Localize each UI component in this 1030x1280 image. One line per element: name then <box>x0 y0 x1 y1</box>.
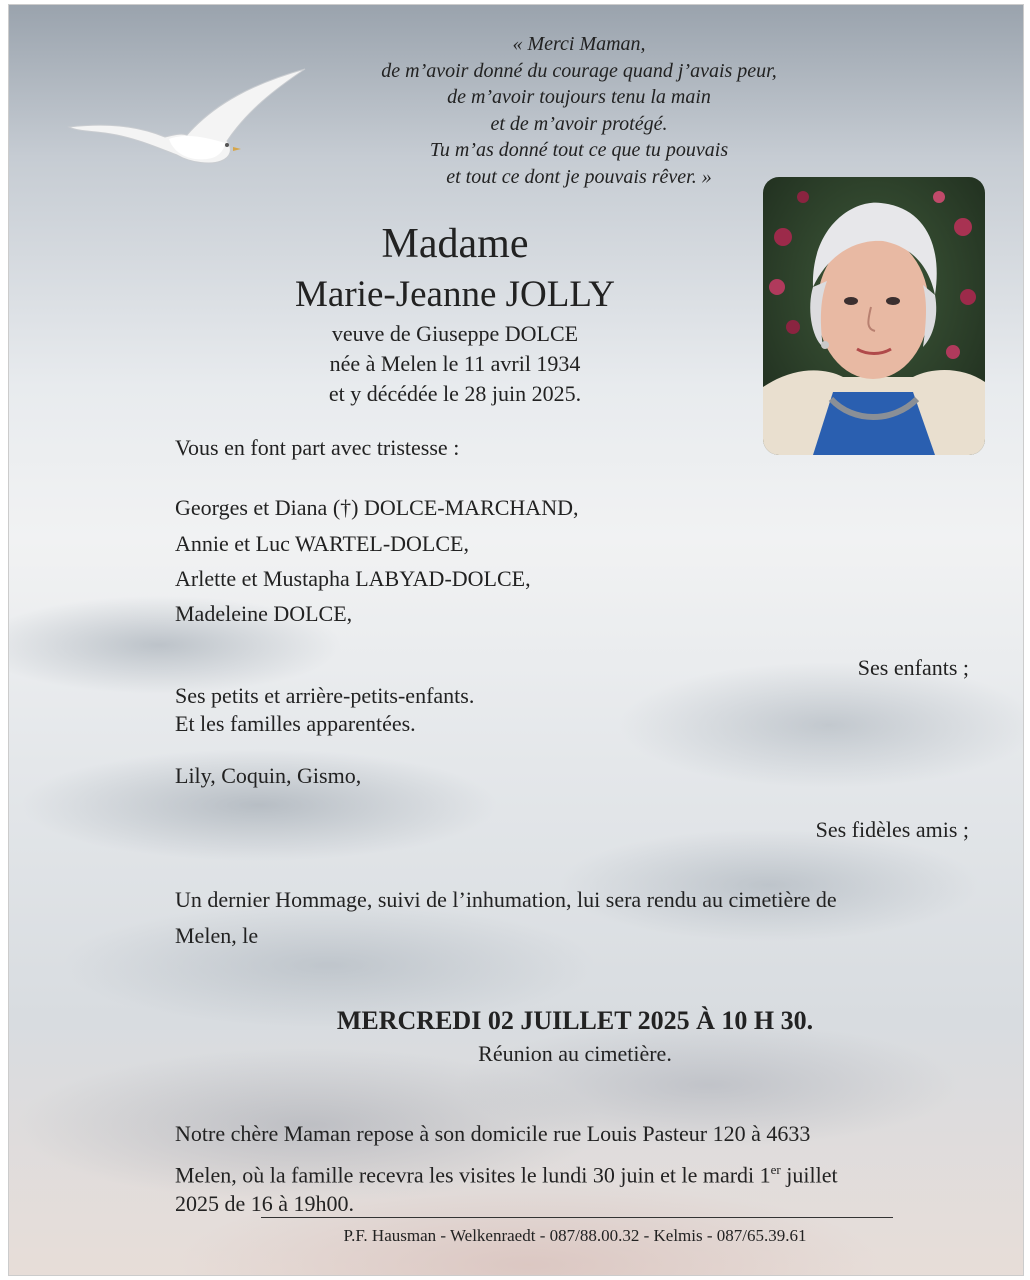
funeral-home-footer: P.F. Hausman - Welkenraedt - 087/88.00.32 - Kelmis - 087/65.39.61 <box>343 1226 807 1245</box>
meeting-place: Réunion au cimetière. <box>478 1041 672 1066</box>
birth-info: née à Melen le 11 avril 1934 <box>329 351 581 376</box>
portrait-photo <box>763 177 985 455</box>
memorial-quote <box>299 31 859 190</box>
quote-line: « Merci Maman, <box>512 33 646 55</box>
quote-line: de m’avoir toujours tenu la main <box>447 86 711 108</box>
widow-of: veuve de Giuseppe DOLCE <box>331 321 579 346</box>
child-entry: Arlette et Mustapha LABYAD-DOLCE, <box>175 566 531 591</box>
grandchildren-line: Ses petits et arrière-petits-enfants. <box>175 683 475 708</box>
tribute-line: Un dernier Hommage, suivi de l’inhumation, lui sera rendu au cimetière de <box>175 887 837 912</box>
repose-line: 2025 de 16 à 19h00. <box>175 1191 355 1216</box>
deceased-name: Marie-Jeanne JOLLY <box>295 274 615 315</box>
quote-line: de m’avoir donné du courage quand j’avais peur, <box>381 59 777 82</box>
repose-text: juillet <box>780 1162 838 1188</box>
announcement: Vous en font part avec tristesse : <box>175 435 460 460</box>
ordinal-suffix: er <box>770 1162 781 1177</box>
quote-line: et tout ce dont je pouvais rêver. » <box>446 165 712 188</box>
friends-label: Ses fidèles amis ; <box>815 817 969 842</box>
families-line: Et les familles apparentées. <box>175 711 416 736</box>
quote-line: et de m’avoir protégé. <box>490 112 668 135</box>
seagull-icon <box>65 63 315 173</box>
child-entry: Georges et Diana (†) DOLCE-MARCHAND, <box>175 495 579 520</box>
quote-line: Tu m’as donné tout ce que tu pouvais <box>429 139 729 161</box>
repose-text: Melen, où la famille recevra les visites le lundi 30 juin et le mardi 1 <box>175 1162 771 1188</box>
obituary-card <box>8 4 1024 1276</box>
ceremony-date: MERCREDI 02 JUILLET 2025 À 10 H 30. <box>336 1006 814 1035</box>
children-label: Ses enfants ; <box>857 655 969 680</box>
repose-line: Notre chère Maman repose à son domicile rue Louis Pasteur 120 à 4633 <box>175 1121 811 1146</box>
honorific-title: Madame <box>381 221 529 267</box>
child-entry: Annie et Luc WARTEL-DOLCE, <box>175 531 469 556</box>
repose-line <box>175 1155 838 1190</box>
child-entry: Madeleine DOLCE, <box>175 601 353 626</box>
death-info: et y décédée le 28 juin 2025. <box>328 381 582 406</box>
pets-line: Lily, Coquin, Gismo, <box>175 763 362 788</box>
footer-divider <box>261 1217 893 1218</box>
tribute-line: Melen, le <box>175 923 259 948</box>
